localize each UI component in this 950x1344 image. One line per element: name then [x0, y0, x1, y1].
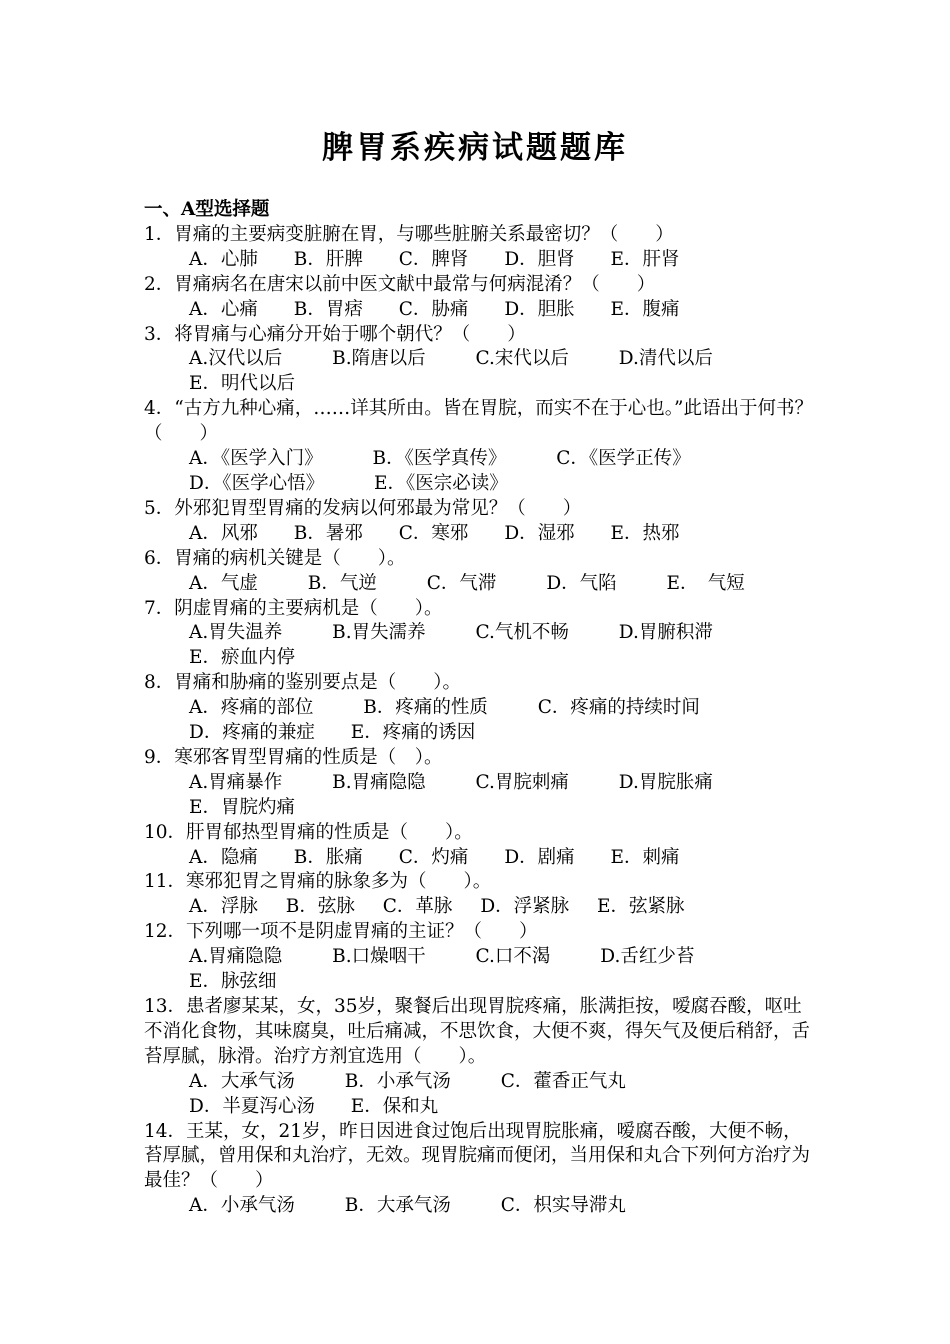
- option: A．心肺: [189, 248, 258, 270]
- question-text: 10．肝胃郁热型胃痛的性质是（ ）。: [144, 821, 473, 843]
- options-row: [144, 298, 814, 323]
- option: E．疼痛的诱因: [350, 722, 476, 744]
- question-text: 11．寒邪犯胃之胃痛的脉象多为（ ）。: [144, 871, 492, 893]
- option: D．剧痛: [504, 846, 575, 868]
- option: C．疼痛的持续时间: [537, 697, 700, 719]
- question-item: [144, 995, 814, 1120]
- option: B．大承气汤: [344, 1195, 451, 1217]
- option: E．热邪: [610, 522, 680, 544]
- options-row: [144, 895, 814, 920]
- question-item: [144, 397, 814, 497]
- options-row: [144, 1070, 814, 1095]
- option: C．气滞: [426, 572, 497, 594]
- question-text: 14．王某，女，21岁，昨日因进食过饱后出现胃脘胀痛，嗳腐吞酸，大便不畅，苔厚腻，曾用保和丸治疗，无效。现胃脘痛而便闭，当用保和丸合下列何方治疗为最佳？（ ）: [144, 1120, 811, 1192]
- question-item: [144, 497, 814, 547]
- option: C．脾肾: [398, 248, 469, 270]
- option: D．浮紧脉: [480, 896, 570, 918]
- option: A.胃痛隐隐: [189, 946, 283, 968]
- section-heading: 一、A型选择题: [144, 199, 270, 220]
- option: E．保和丸: [350, 1095, 439, 1117]
- option: E．明代以后: [189, 373, 296, 395]
- option: C．灼痛: [398, 846, 469, 868]
- question-item: [144, 746, 814, 821]
- option: B．弦脉: [285, 896, 355, 918]
- options-row: [144, 970, 814, 995]
- question-text: 8．胃痛和胁痛的鉴别要点是（ ）。: [144, 672, 462, 694]
- question-text: 3．将胃痛与心痛分开始于哪个朝代？（ ）: [144, 323, 526, 345]
- option: A．《医学入门》: [189, 448, 323, 470]
- option: D．半夏泻心汤: [189, 1095, 315, 1117]
- option: C.气机不畅: [475, 622, 569, 644]
- question-item: [144, 870, 814, 920]
- option: C．《医学正传》: [556, 448, 691, 470]
- option: E． 气短: [666, 572, 745, 594]
- question-item: [144, 223, 814, 273]
- option: E．肝肾: [610, 248, 680, 270]
- options-row: [144, 771, 814, 796]
- option: C．寒邪: [398, 522, 469, 544]
- option: D．胆肾: [504, 248, 575, 270]
- option: B．疼痛的性质: [363, 697, 488, 719]
- question-text: 1．胃痛的主要病变脏腑在胃，与哪些脏腑关系最密切？（ ）: [144, 223, 674, 245]
- option: A.胃痛暴作: [189, 771, 283, 793]
- option: D.舌红少苔: [600, 946, 695, 968]
- option: E．《医宗必读》: [373, 472, 508, 494]
- option: C．胁痛: [398, 298, 469, 320]
- option: B．胀痛: [293, 846, 363, 868]
- question-text: 12．下列哪一项不是阴虚胃痛的主证？（ ）: [144, 921, 538, 943]
- options-row: [144, 522, 814, 547]
- option: E．瘀血内停: [189, 647, 296, 669]
- option: E．腹痛: [610, 298, 680, 320]
- question-list: [144, 198, 814, 1219]
- options-row: [144, 646, 814, 671]
- option: E．脉弦细: [189, 971, 277, 993]
- option: C．藿香正气丸: [500, 1070, 626, 1092]
- question-text: 13．患者廖某某，女，35岁，聚餐后出现胃脘疼痛，胀满拒按，嗳腐吞酸，呕吐不消化食物，其味腐臭，吐后痛减，不思饮食，大便不爽，得矢气及便后稍舒，舌苔厚腻，脉滑。治疗方剂宜选用（ ）。: [144, 996, 811, 1067]
- options-row: [144, 447, 814, 472]
- option: D．疼痛的兼症: [189, 722, 315, 744]
- question-item: [144, 671, 814, 746]
- question-item: [144, 920, 814, 995]
- option: A．疼痛的部位: [189, 697, 314, 719]
- option: B.隋唐以后: [332, 348, 426, 370]
- options-row: [144, 621, 814, 646]
- option: B.胃痛隐隐: [332, 771, 426, 793]
- option: C.胃脘刺痛: [475, 771, 569, 793]
- question-item: [144, 323, 814, 398]
- options-row: [144, 1095, 814, 1120]
- question-text: 9．寒邪客胃型胃痛的性质是（ ）。: [144, 746, 443, 768]
- options-row: [144, 846, 814, 871]
- option: B．肝脾: [293, 248, 363, 270]
- options-row: [144, 472, 814, 497]
- option: D.胃腑积滞: [618, 622, 713, 644]
- document-title: 脾胃系疾病试题题库: [322, 130, 628, 166]
- option: B．暑邪: [293, 522, 363, 544]
- option: E．胃脘灼痛: [189, 796, 296, 818]
- question-text: 2．胃痛病名在唐宋以前中医文献中最常与何病混淆？（ ）: [144, 273, 656, 295]
- option: A.胃失温养: [189, 622, 283, 644]
- option: B．胃痞: [293, 298, 363, 320]
- options-row: [144, 696, 814, 721]
- option: A．小承气汤: [189, 1195, 295, 1217]
- question-text: 5．外邪犯胃型胃痛的发病以何邪最为常见？（ ）: [144, 497, 582, 519]
- question-text: 4．“古方九种心痛，……详其所由。皆在胃脘，而实不在于心也。”此语出于何书？（ ）: [144, 398, 813, 445]
- question-item: [144, 547, 814, 597]
- options-row: [144, 1194, 814, 1219]
- option: E．弦紧脉: [597, 896, 685, 918]
- question-item: [144, 273, 814, 323]
- options-row: [144, 945, 814, 970]
- option: D．气陷: [546, 572, 617, 594]
- option: B．《医学真传》: [372, 448, 507, 470]
- option: B.口燥咽干: [332, 946, 426, 968]
- option: A．心痛: [189, 298, 258, 320]
- option: A．浮脉: [189, 896, 258, 918]
- question-text: 6．胃痛的病机关键是（ ）。: [144, 547, 406, 569]
- options-row: [144, 372, 814, 397]
- question-item: [144, 1120, 814, 1220]
- option: E．刺痛: [610, 846, 680, 868]
- option: B．气逆: [307, 572, 377, 594]
- option: A．大承气汤: [189, 1070, 295, 1092]
- option: C．革脉: [382, 896, 453, 918]
- question-item: [144, 821, 814, 871]
- option: A．气虚: [189, 572, 258, 594]
- option: C.口不渴: [475, 946, 551, 968]
- question-item: [144, 597, 814, 672]
- options-row: [144, 572, 814, 597]
- option: D．《医学心悟》: [189, 472, 325, 494]
- option: D．胆胀: [504, 298, 575, 320]
- option: D.清代以后: [618, 348, 713, 370]
- option: A．隐痛: [189, 846, 258, 868]
- option: C．枳实导滞丸: [500, 1195, 626, 1217]
- option: D.胃脘胀痛: [618, 771, 713, 793]
- option: B.胃失濡养: [332, 622, 426, 644]
- option: A.汉代以后: [189, 348, 283, 370]
- options-row: [144, 248, 814, 273]
- options-row: [144, 721, 814, 746]
- question-text: 7．阴虚胃痛的主要病机是（ ）。: [144, 597, 443, 619]
- option: D．湿邪: [504, 522, 575, 544]
- option: B．小承气汤: [344, 1070, 451, 1092]
- options-row: [144, 796, 814, 821]
- option: C.宋代以后: [475, 348, 569, 370]
- options-row: [144, 347, 814, 372]
- option: A．风邪: [189, 522, 258, 544]
